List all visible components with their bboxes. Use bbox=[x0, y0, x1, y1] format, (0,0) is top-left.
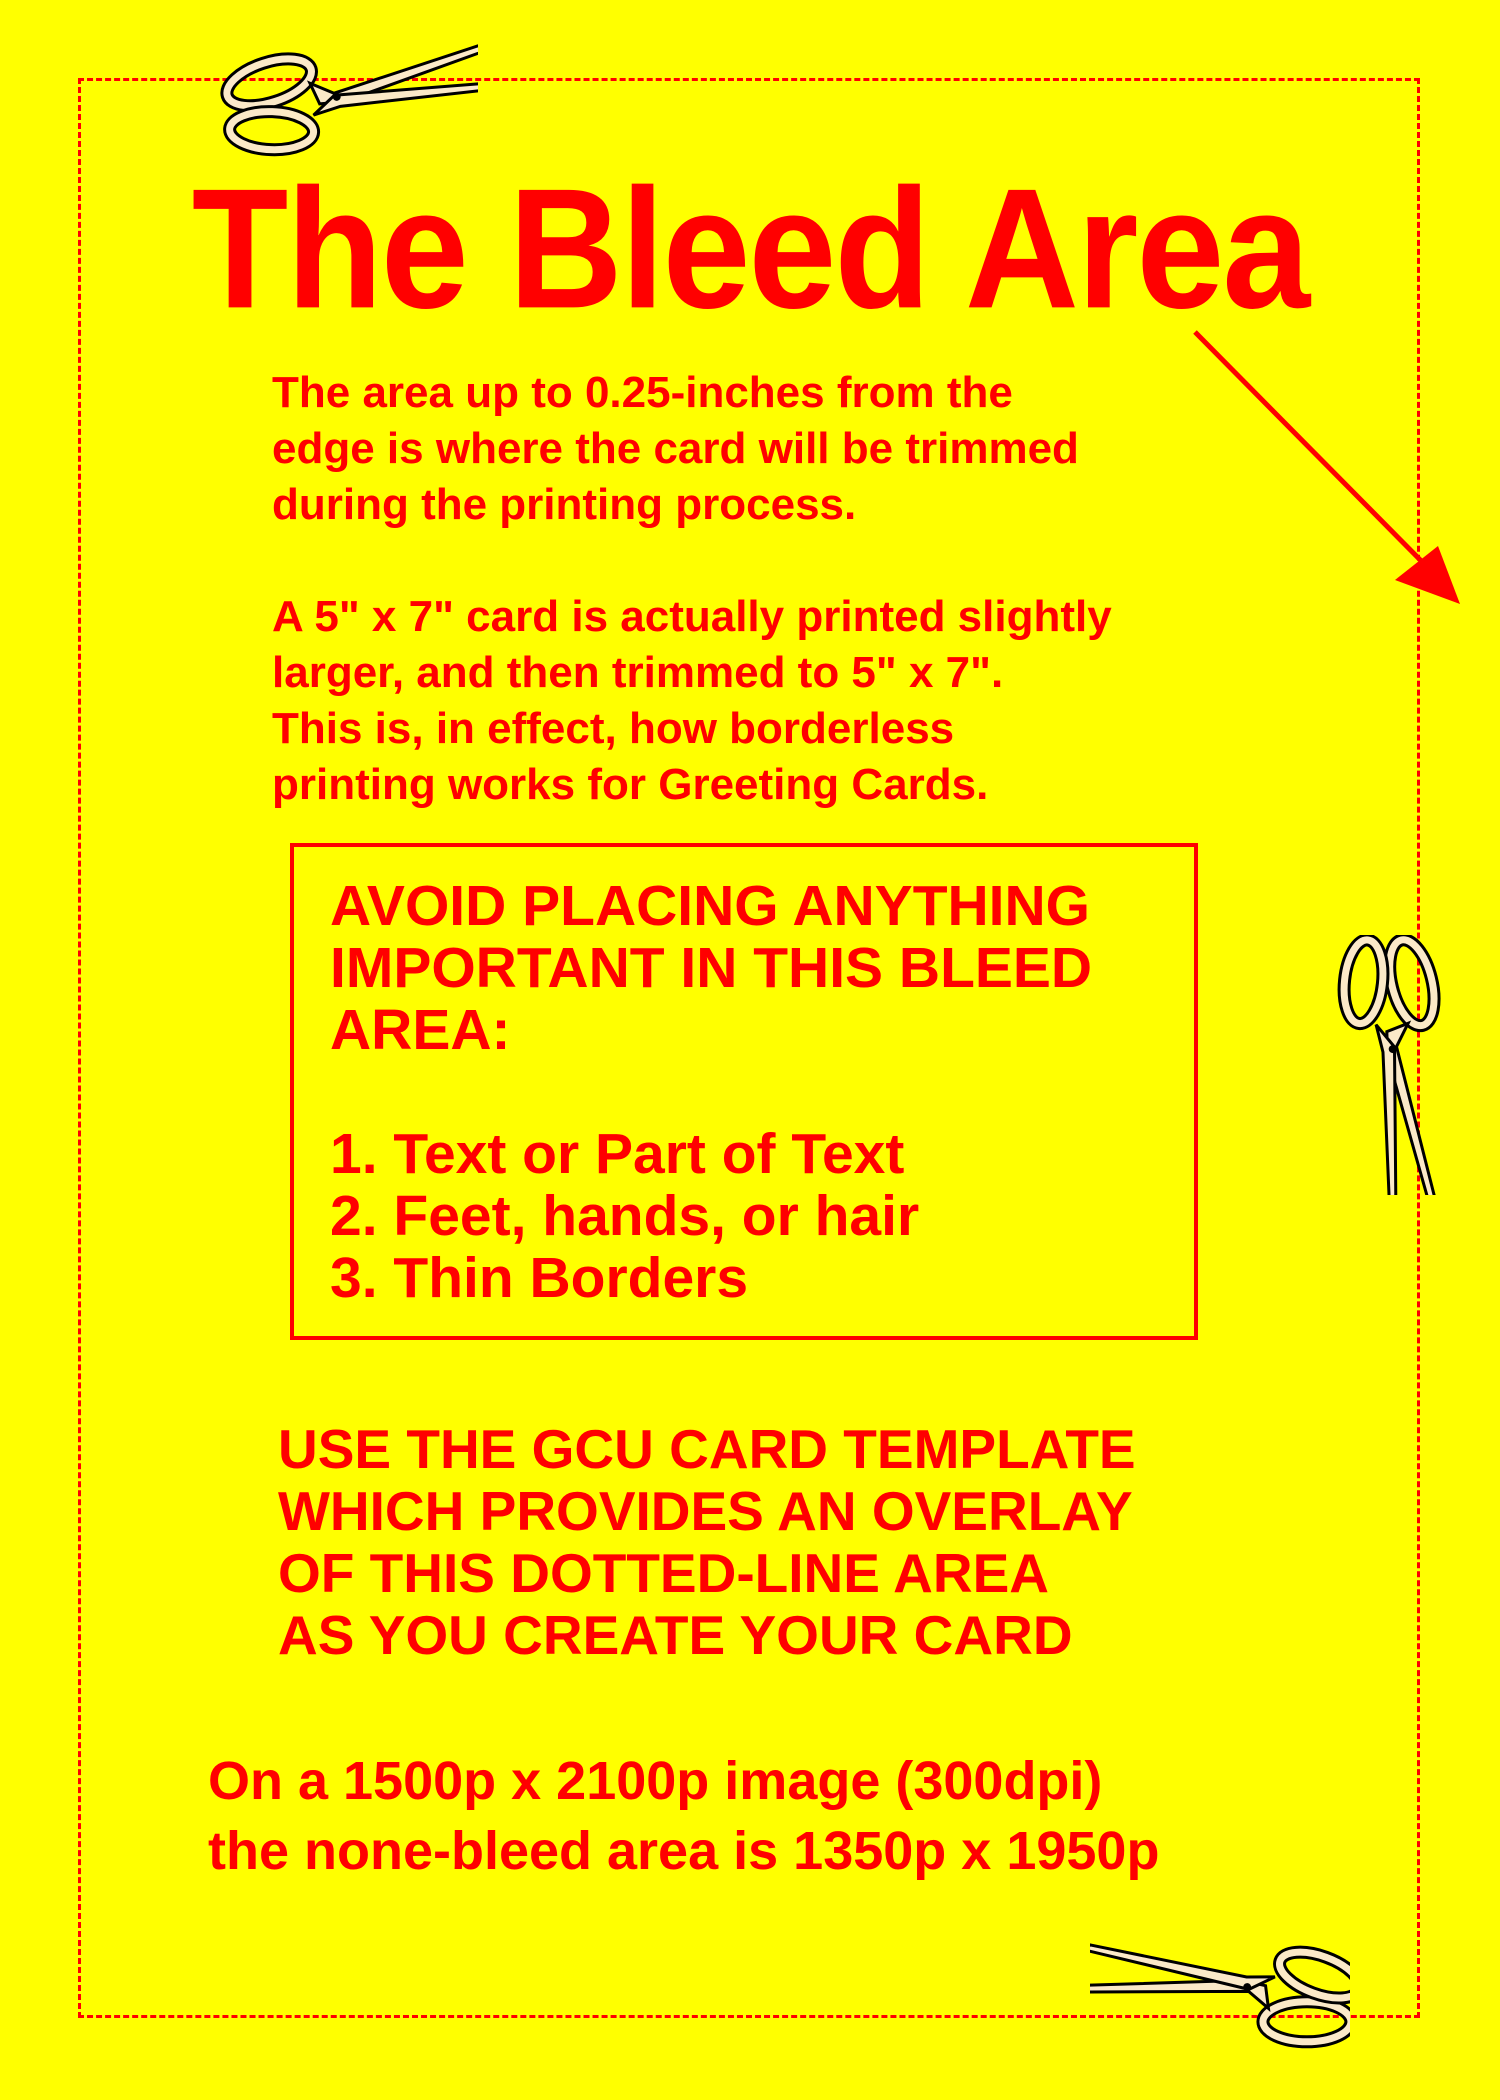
list-item: 3. Thin Borders bbox=[330, 1246, 749, 1310]
list-item: 1. Text or Part of Text bbox=[330, 1122, 905, 1186]
intro-text bbox=[272, 365, 1292, 813]
intro-paragraph: A 5" x 7" card is actually printed slightly larger, and then trimmed to 5" x 7". This is, in effect, how borderless printing works for Greeting Cards. bbox=[272, 592, 1112, 809]
template-note: USE THE GCU CARD TEMPLATE WHICH PROVIDES AN OVERLAY OF THIS DOTTED-LINE AREA AS YOU CREATE YOUR CARD bbox=[278, 1418, 1136, 1666]
list-item: 2. Feet, hands, or hair bbox=[330, 1184, 920, 1248]
warning-heading: AVOID PLACING ANYTHING IMPORTANT IN THIS BLEED AREA: bbox=[330, 874, 1093, 1062]
warning-box bbox=[290, 843, 1198, 1340]
warning-list bbox=[330, 1123, 1194, 1309]
page-title: The Bleed Area bbox=[191, 153, 1309, 345]
dimensions-note: On a 1500p x 2100p image (300dpi) the none-bleed area is 1350p x 1950p bbox=[208, 1751, 1160, 1881]
intro-paragraph: The area up to 0.25-inches from the edge is where the card will be trimmed during the printing process. bbox=[272, 368, 1079, 529]
